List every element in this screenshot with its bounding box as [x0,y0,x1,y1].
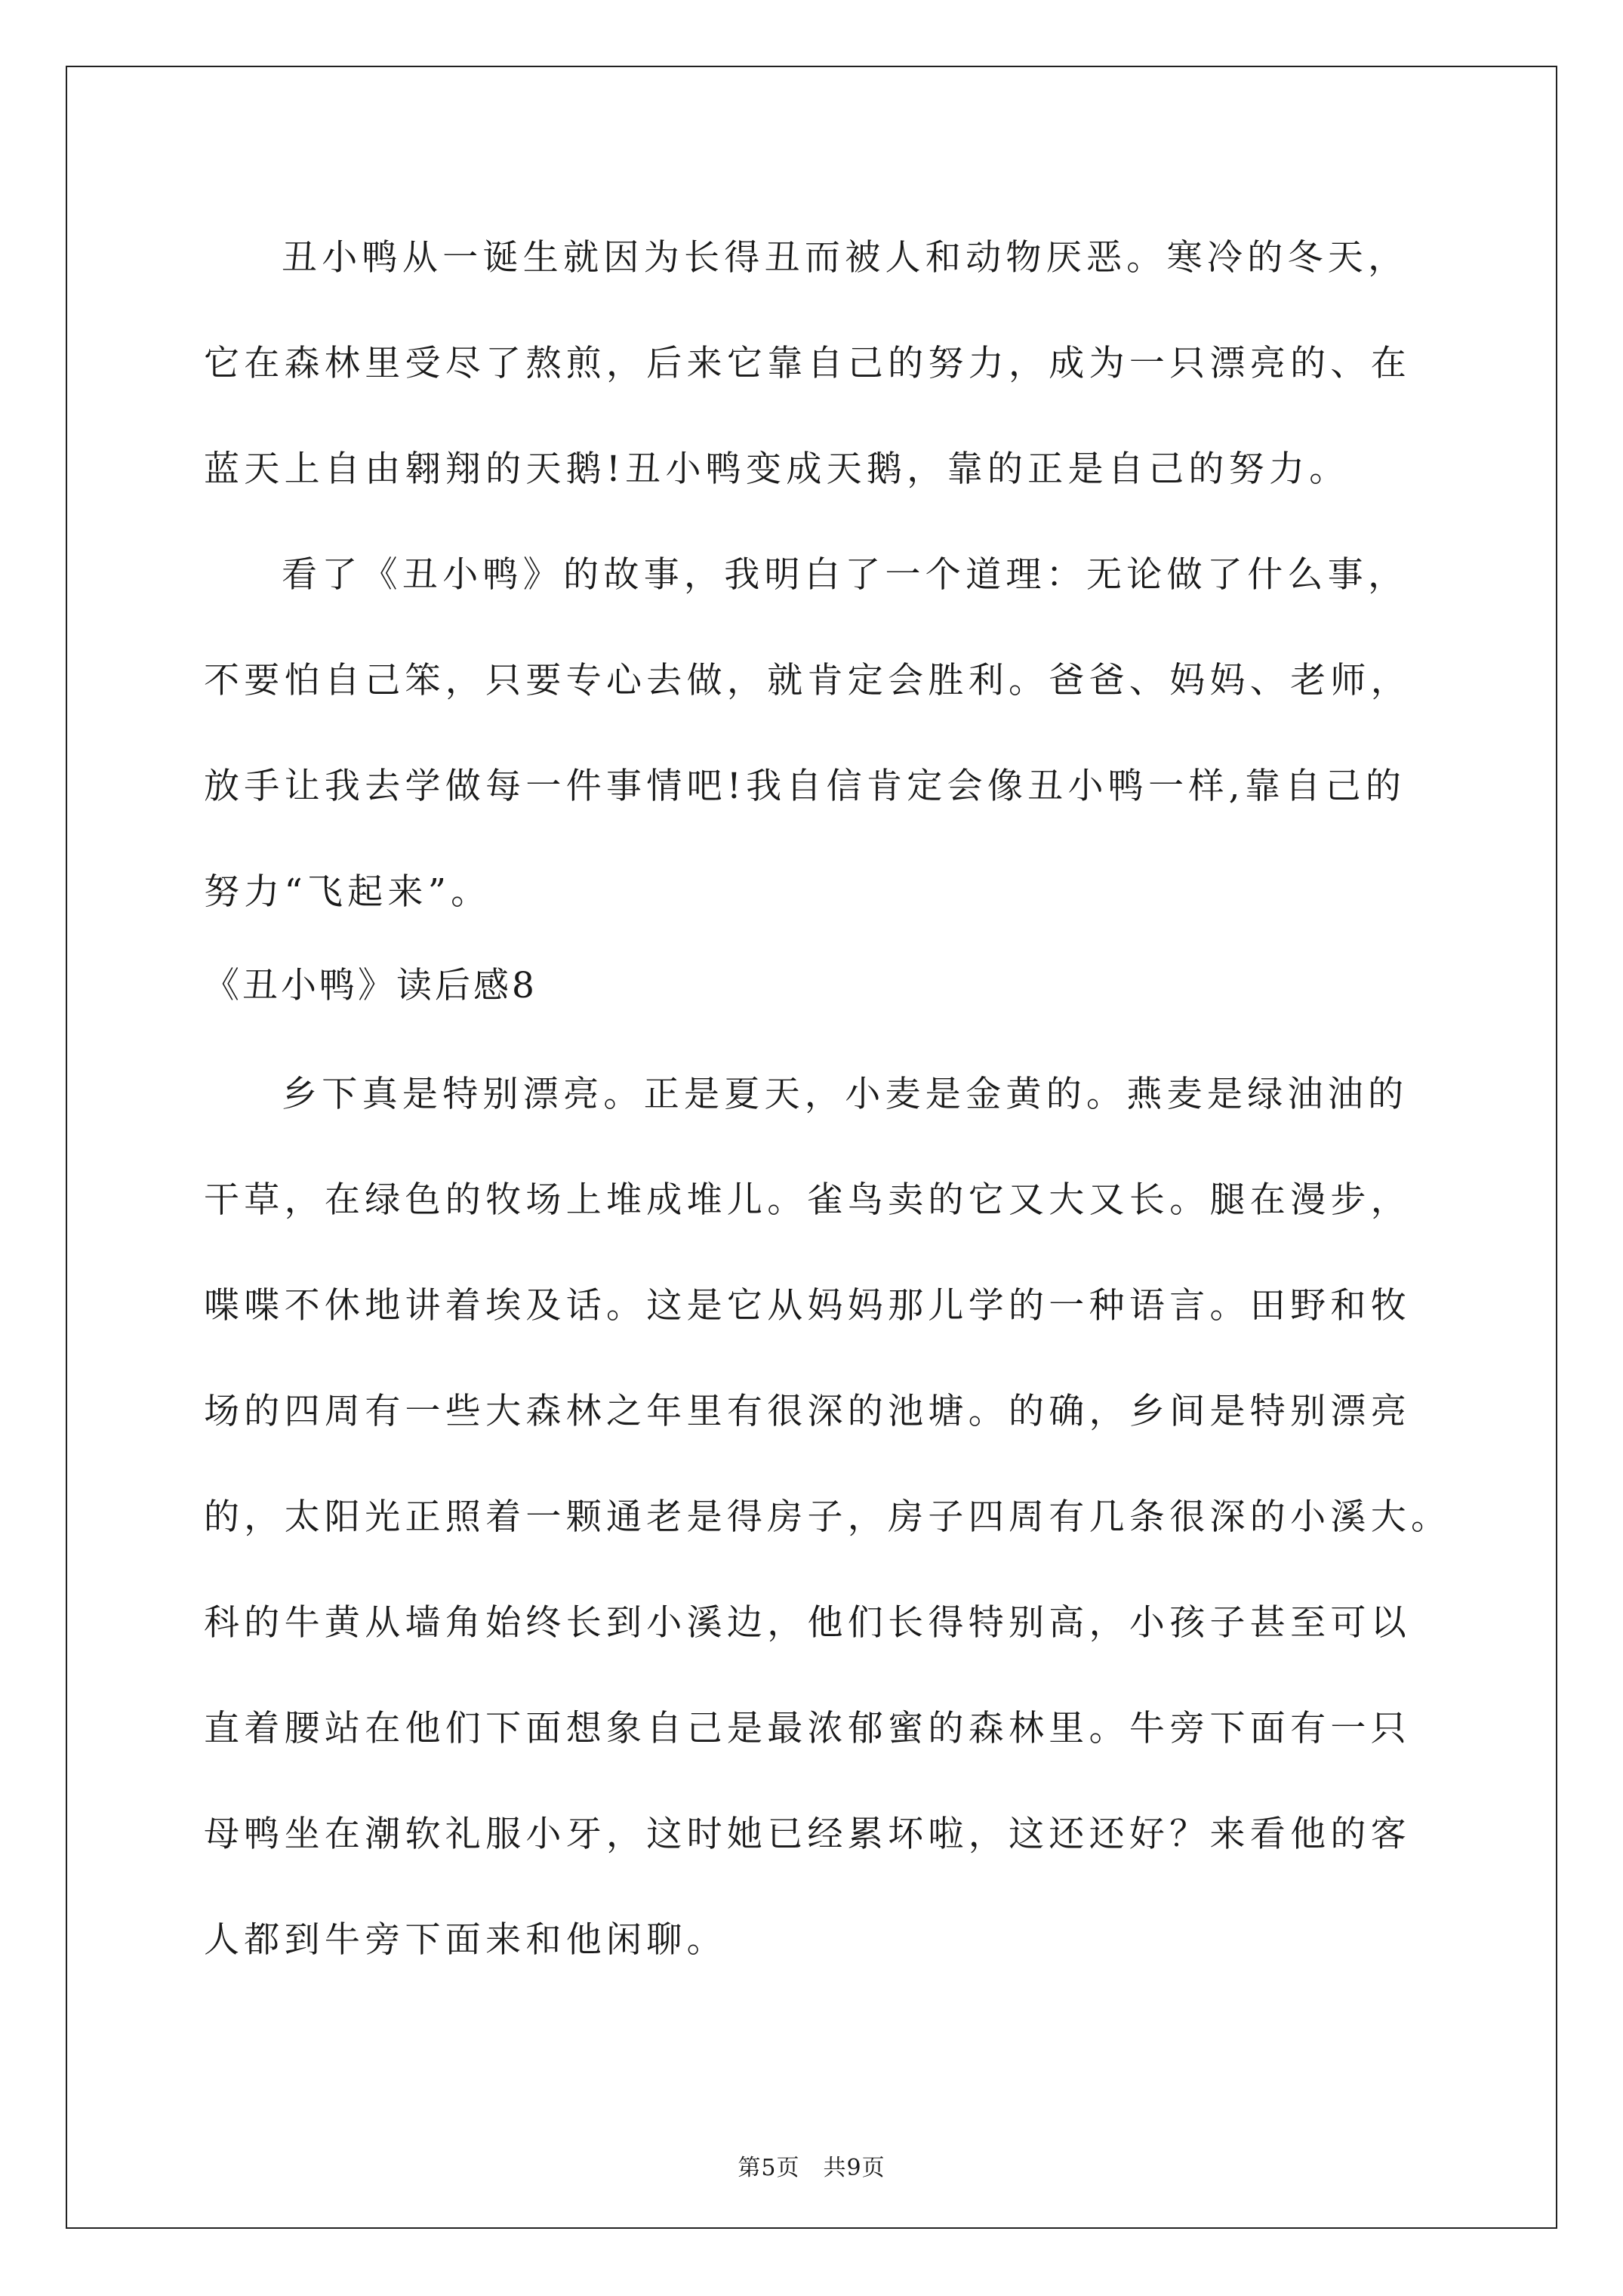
paragraph-line: 人都到牛旁下面来和他闲聊。 [204,1919,727,1961]
paragraph-line: 干草，在绿色的牧场上堆成堆儿。雀鸟卖的它又大又长。腿在漫步， [204,1179,1411,1221]
paragraph-line: 不要怕自己笨，只要专心去做，就肯定会胜利。爸爸、妈妈、老师， [204,660,1411,701]
paragraph-line: 喋喋不休地讲着埃及话。这是它从妈妈那儿学的一种语言。田野和牧 [204,1285,1411,1327]
page-number-footer: 第5页 共9页 [738,2155,885,2181]
page-border [66,66,1557,2229]
paragraph-line: 努力“飞起来”。 [204,871,491,913]
paragraph-line: 母鸭坐在潮软礼服小牙，这时她已经累坏啦，这还还好？来看他的客 [204,1814,1411,1855]
paragraph-line: 丑小鸭从一诞生就因为长得丑而被人和动物厌恶。寒冷的冬天， [282,237,1409,279]
paragraph-line: 直着腰站在他们下面想象自己是最浓郁蜜的森林里。牛旁下面有一只 [204,1708,1411,1749]
document-body [67,67,1556,2227]
paragraph-line: 它在森林里受尽了熬煎，后来它靠自己的努力，成为一只漂亮的、在 [204,343,1411,384]
paragraph-line: 科的牛黄从墙角始终长到小溪边，他们长得特别高，小孩子甚至可以 [204,1602,1411,1644]
section-heading: 《丑小鸭》读后感8 [204,965,537,1006]
paragraph-line: 看了《丑小鸭》的故事，我明白了一个道理：无论做了什么事， [282,554,1409,596]
paragraph-line: 乡下真是特别漂亮。正是夏天，小麦是金黄的。燕麦是绿油油的 [282,1074,1409,1115]
paragraph-line: 的，太阳光正照着一颗通老是得房子，房子四周有几条很深的小溪大。 [204,1496,1452,1538]
paragraph-line: 蓝天上自由翱翔的天鹅!丑小鸭变成天鹅，靠的正是自己的努力。 [204,448,1350,490]
paragraph-line: 场的四周有一些大森林之年里有很深的池塘。的确，乡间是特别漂亮 [204,1391,1411,1432]
paragraph-line: 放手让我去学做每一件事情吧!我自信肯定会像丑小鸭一样,靠自己的 [204,766,1406,807]
